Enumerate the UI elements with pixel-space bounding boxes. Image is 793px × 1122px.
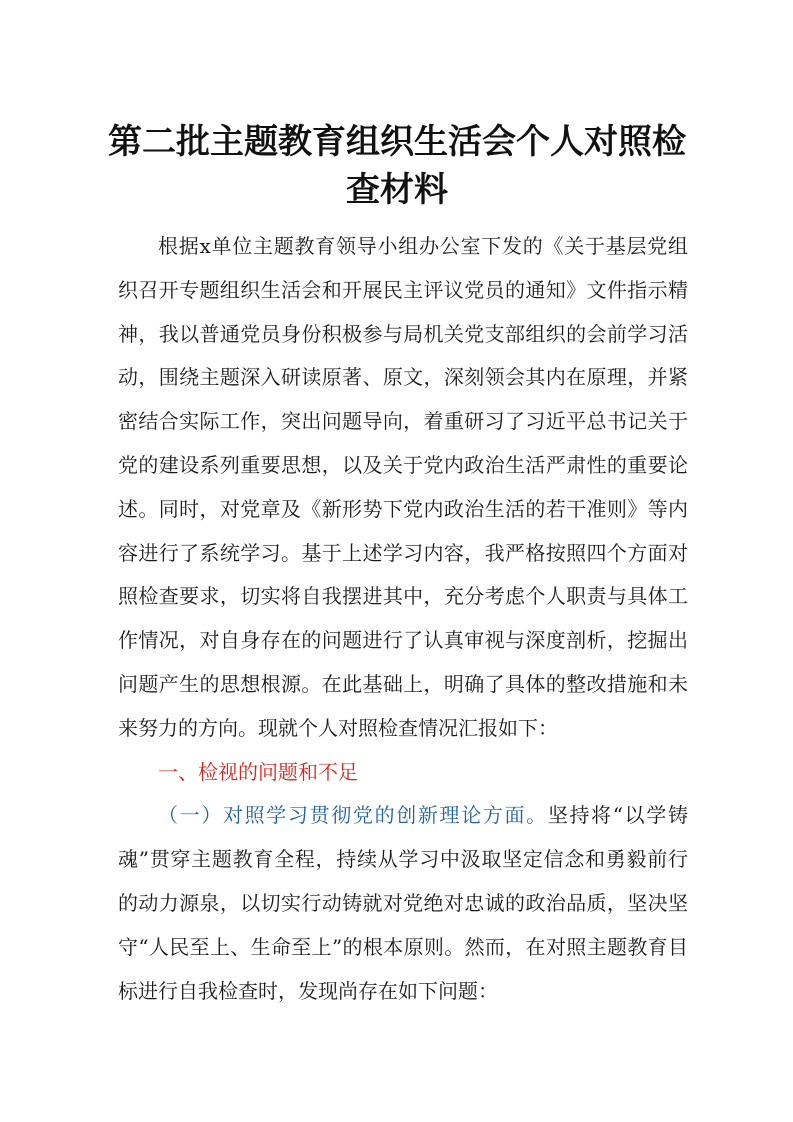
subsection-heading: （一）对照学习贯彻党的创新理论方面。 — [158, 803, 548, 828]
subsection-text: 坚持将“以学铸魂”贯穿主题教育全程，持续从学习中汲取坚定信念和勇毅前行的动力源泉，以切实行动铸就对党绝对忠诚的政治品质，坚决坚守“人民至上、生命至上”的根本原则。然而，在对照主题教育目标进行自我检查时，发现尚存在如下问题： — [118, 803, 688, 1003]
intro-paragraph: 根据x单位主题教育领导小组办公室下发的《关于基层党组织召开专题组织生活会和开展民主评议党员的通知》文件指示精神，我以普通党员身份积极参与局机关党支部组织的会前学习活动，围绕主题深入研读原著、原文，深刻领会其内在原理，并紧密结合实际工作，突出问题导向，着重研习了习近平总书记关于党的建设系列重要思想，以及关于党内政治生活严肃性的重要论述。同时，对党章及《新形势下党内政治生活的若干准则》等内容进行了系统学习。基于上述学习内容，我严格按照四个方面对照检查要求，切实将自我摆进其中，充分考虑个人职责与具体工作情况，对自身存在的问题进行了认真审视与深度剖析，挖掘出问题产生的思想根源。在此基础上，明确了具体的整改措施和未来努力的方向。现就个人对照检查情况汇报如下： — [118, 234, 688, 740]
document-title: 第二批主题教育组织生活会个人对照检查材料 — [108, 122, 686, 210]
document-body — [118, 225, 688, 1013]
subsection-paragraph — [118, 794, 688, 1013]
section-heading: 一、检视的问题和不足 — [158, 759, 358, 784]
